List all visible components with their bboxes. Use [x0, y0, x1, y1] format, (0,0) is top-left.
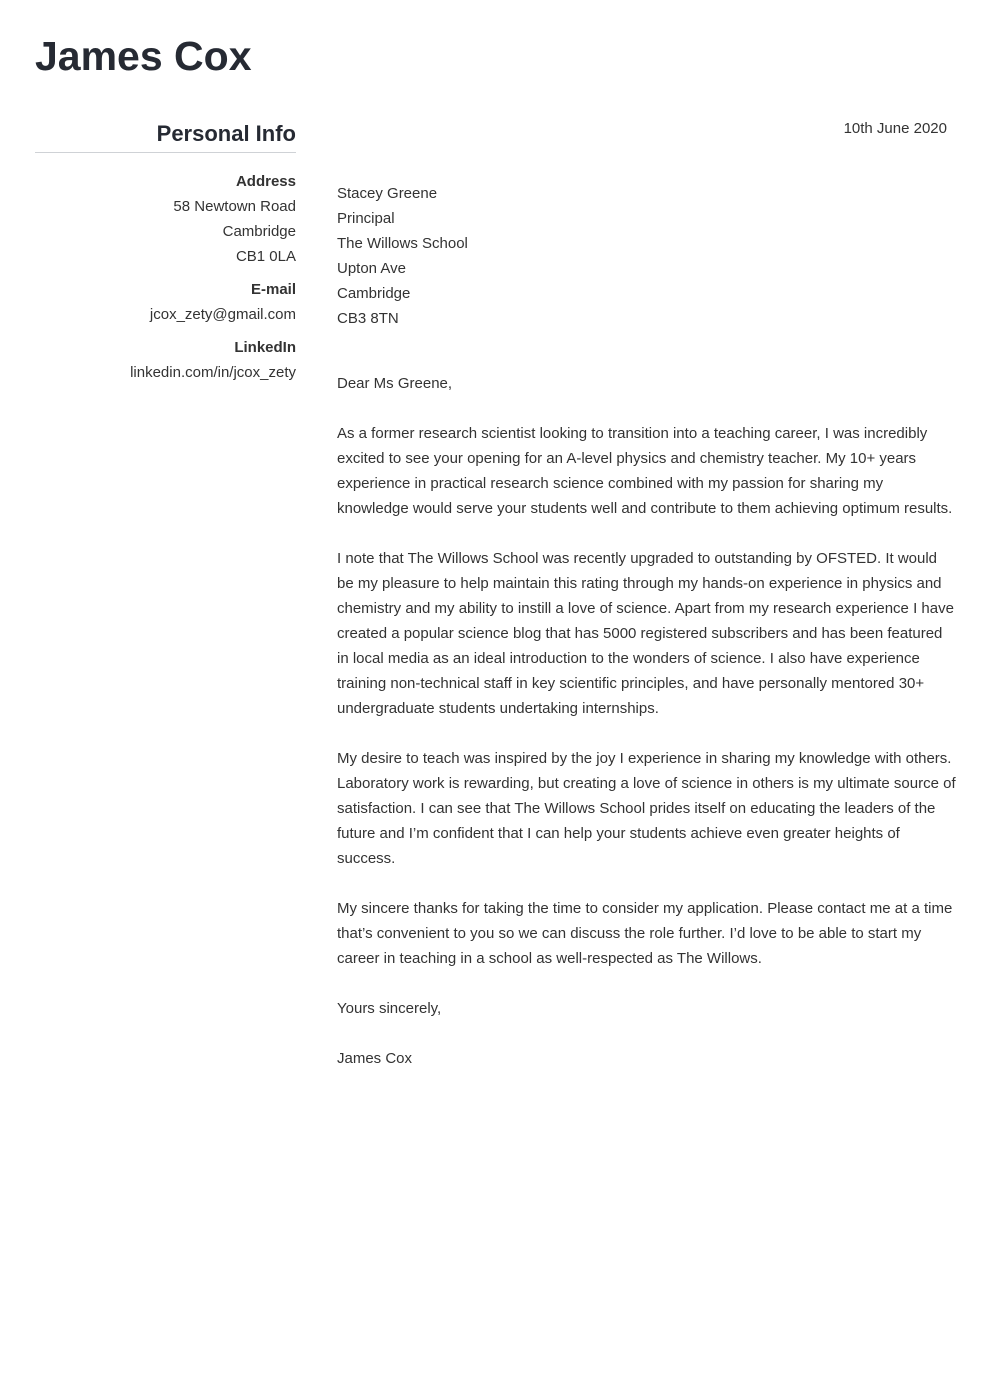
recipient-line: Upton Ave: [337, 260, 406, 277]
linkedin-label: LinkedIn: [234, 339, 296, 356]
recipient-block: [337, 181, 957, 331]
author-name: James Cox: [35, 33, 252, 79]
letter-body: [337, 116, 957, 1071]
recipient-line: Principal: [337, 210, 395, 227]
address-line: 58 Newtown Road: [173, 198, 296, 215]
letter-date: 10th June 2020: [843, 120, 947, 137]
signature-name: James Cox: [337, 1050, 413, 1067]
letter-paragraph: My desire to teach was inspired by the joy I experience in sharing my knowledge with others. Laboratory work is rewarding, but creating a love of science in others is my ultimate source of satisfaction. I can see that The Willows School prides itself on educating the leaders of the future and I’m confident that I can help your students achieve even greater heights of success.: [337, 750, 956, 867]
letter-paragraph: As a former research scientist looking to transition into a teaching career, I was incredibly excited to see your opening for an A-level physics and chemistry teacher. My 10+ years experience in practical research science combined with my passion for sharing my knowledge would serve your students well and contribute to them achieving optimum results.: [337, 425, 953, 517]
email-label: E-mail: [250, 281, 296, 298]
recipient-line: The Willows School: [337, 235, 468, 252]
address-line: CB1 0LA: [235, 248, 296, 265]
personal-info-title: Personal Info: [35, 118, 296, 153]
closing: Yours sincerely,: [337, 1000, 442, 1017]
recipient-line: Stacey Greene: [337, 185, 438, 202]
salutation: Dear Ms Greene,: [337, 375, 453, 392]
address-label: Address: [235, 173, 296, 190]
linkedin-field: [35, 335, 296, 385]
email-field: [35, 277, 296, 327]
email-value[interactable]: jcox_zety@gmail.com: [149, 306, 296, 323]
letter-paragraph: My sincere thanks for taking the time to consider my application. Please contact me at a time that’s convenient to you so we can discuss the role further. I’d love to be able to start my career in teaching in a school as well-respected as The Willows.: [337, 900, 953, 967]
address-line: Cambridge: [222, 223, 296, 240]
address-field: [35, 169, 296, 269]
recipient-line: Cambridge: [337, 285, 411, 302]
personal-info-sidebar: [35, 118, 296, 393]
recipient-line: CB3 8TN: [337, 310, 399, 327]
linkedin-value[interactable]: linkedin.com/in/jcox_zety: [130, 364, 296, 381]
letter-paragraph: I note that The Willows School was recently upgraded to outstanding by OFSTED. It would be my pleasure to help maintain this rating through my hands-on experience in physics and chemistry and my ability to instill a love of science. Apart from my research experience I have created a popular science blog that has 5000 registered subscribers and has been featured in local media as an ideal introduction to the wonders of science. I also have experience training non-technical staff in key scientific principles, and have personally mentored 30+ undergraduate students undertaking internships.: [337, 550, 954, 717]
